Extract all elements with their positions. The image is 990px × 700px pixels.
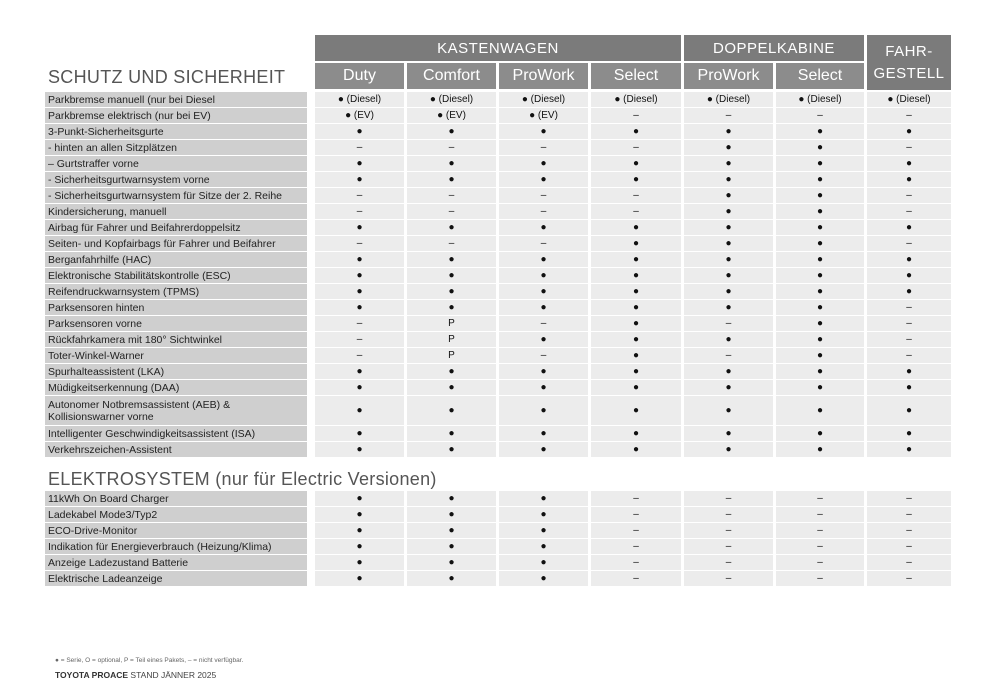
availability-cell: – — [591, 555, 681, 570]
availability-cell: – — [315, 204, 404, 219]
availability-cell: – — [315, 316, 404, 331]
availability-cell: ● — [315, 539, 404, 554]
availability-cell: ● — [776, 188, 864, 203]
feature-label: Reifendruckwarnsystem (TPMS) — [45, 284, 307, 299]
availability-cell: ● — [591, 284, 681, 299]
feature-label: ECO-Drive-Monitor — [45, 523, 307, 538]
availability-cell: ● — [867, 252, 951, 267]
availability-cell: – — [315, 236, 404, 251]
feature-label: Seiten- und Kopfairbags für Fahrer und Beifahrer — [45, 236, 307, 251]
availability-cell: ● (Diesel) — [867, 92, 951, 107]
availability-cell: ● — [776, 220, 864, 235]
table-row — [45, 442, 951, 457]
availability-cell: P — [407, 316, 496, 331]
availability-cell: ● — [315, 124, 404, 139]
legend-footnote: ● = Serie, O = optional, P = Teil eines Pakets, – = nicht verfügbar. — [55, 657, 244, 664]
availability-cell: ● — [499, 332, 588, 347]
availability-cell: ● — [407, 220, 496, 235]
availability-cell: – — [684, 491, 773, 506]
table-row — [45, 204, 951, 219]
availability-cell: ● — [867, 156, 951, 171]
availability-cell: – — [867, 539, 951, 554]
footer-stand: STAND JÄNNER 2025 — [130, 670, 217, 680]
availability-cell: – — [776, 108, 864, 123]
variant-header-duty: Duty — [315, 63, 404, 89]
availability-cell: ● — [776, 252, 864, 267]
availability-cell: ● — [407, 507, 496, 522]
variant-header-select: Select — [591, 63, 681, 89]
availability-cell: ● — [684, 188, 773, 203]
table-row — [45, 380, 951, 395]
section-title-safety: SCHUTZ UND SICHERHEIT — [48, 67, 286, 87]
feature-label: Indikation für Energieverbrauch (Heizung/Klima) — [45, 539, 307, 554]
availability-cell: ● — [867, 284, 951, 299]
availability-cell: – — [591, 571, 681, 586]
availability-cell: ● — [591, 220, 681, 235]
feature-label: - Sicherheitsgurtwarnsystem vorne — [45, 172, 307, 187]
availability-cell: – — [499, 188, 588, 203]
availability-cell: – — [407, 204, 496, 219]
feature-label: Toter-Winkel-Warner — [45, 348, 307, 363]
availability-cell: ● — [407, 426, 496, 441]
availability-cell: – — [499, 236, 588, 251]
availability-cell: ● — [684, 364, 773, 379]
availability-cell: ● — [591, 332, 681, 347]
availability-cell: – — [591, 539, 681, 554]
availability-cell: ● — [407, 380, 496, 395]
availability-cell: ● — [407, 364, 496, 379]
feature-label: Müdigkeitserkennung (DAA) — [45, 380, 307, 395]
table-row — [45, 188, 951, 203]
availability-cell: ● — [776, 236, 864, 251]
availability-cell: ● — [867, 380, 951, 395]
availability-cell: – — [315, 140, 404, 155]
availability-cell: ● — [776, 396, 864, 425]
availability-cell: ● — [315, 555, 404, 570]
availability-cell: ● — [315, 300, 404, 315]
availability-cell: – — [867, 348, 951, 363]
availability-cell: ● — [499, 268, 588, 283]
page-footer — [55, 670, 216, 680]
availability-cell: ● (Diesel) — [315, 92, 404, 107]
availability-cell: ● — [407, 539, 496, 554]
availability-cell: ● — [591, 442, 681, 457]
feature-label: Parkbremse manuell (nur bei Diesel — [45, 92, 307, 107]
availability-cell: ● — [867, 442, 951, 457]
variant-header-dk-select: Select — [776, 63, 864, 89]
table-row — [45, 300, 951, 315]
feature-label: Anzeige Ladezustand Batterie — [45, 555, 307, 570]
availability-cell: ● — [499, 364, 588, 379]
group-header-fahrgestell — [867, 35, 951, 90]
availability-cell: – — [591, 140, 681, 155]
feature-label: Intelligenter Geschwindigkeitsassistent (ISA) — [45, 426, 307, 441]
feature-label: Elektronische Stabilitätskontrolle (ESC) — [45, 268, 307, 283]
feature-label: Parkbremse elektrisch (nur bei EV) — [45, 108, 307, 123]
availability-cell: ● — [315, 571, 404, 586]
availability-cell: ● — [684, 380, 773, 395]
availability-cell: – — [315, 348, 404, 363]
availability-cell: ● — [591, 426, 681, 441]
availability-cell: ● — [591, 236, 681, 251]
availability-cell: ● — [867, 268, 951, 283]
availability-cell: ● — [591, 300, 681, 315]
feature-label: Elektrische Ladeanzeige — [45, 571, 307, 586]
availability-cell: ● — [499, 300, 588, 315]
availability-cell: ● — [407, 284, 496, 299]
variant-header-prowork: ProWork — [499, 63, 588, 89]
feature-label: - hinten an allen Sitzplätzen — [45, 140, 307, 155]
table-row — [45, 284, 951, 299]
availability-cell: – — [684, 571, 773, 586]
availability-cell: ● — [315, 172, 404, 187]
availability-cell: ● — [499, 539, 588, 554]
availability-cell: ● — [776, 442, 864, 457]
table-row — [45, 491, 951, 506]
availability-cell: ● — [315, 156, 404, 171]
table-row — [45, 555, 951, 570]
availability-cell: ● — [684, 396, 773, 425]
availability-cell: ● — [499, 396, 588, 425]
availability-cell: ● — [407, 300, 496, 315]
availability-cell: ● — [684, 140, 773, 155]
availability-cell: – — [315, 332, 404, 347]
availability-cell: ● — [499, 555, 588, 570]
feature-label: Autonomer Notbremsassistent (AEB) & Kollisionswarner vorne — [45, 396, 307, 425]
availability-cell: ● — [867, 172, 951, 187]
availability-cell: ● (Diesel) — [499, 92, 588, 107]
availability-cell: ● — [776, 380, 864, 395]
availability-cell: ● (Diesel) — [407, 92, 496, 107]
availability-cell: ● — [499, 507, 588, 522]
availability-cell: – — [591, 523, 681, 538]
availability-cell: – — [315, 188, 404, 203]
availability-cell: ● — [684, 300, 773, 315]
availability-cell: ● — [315, 442, 404, 457]
availability-cell: ● — [684, 252, 773, 267]
availability-cell: – — [776, 507, 864, 522]
availability-cell: ● — [407, 555, 496, 570]
feature-label: Airbag für Fahrer und Beifahrerdoppelsitz — [45, 220, 307, 235]
availability-cell: – — [499, 348, 588, 363]
availability-cell: ● — [407, 156, 496, 171]
table-row — [45, 348, 951, 363]
feature-label: Parksensoren hinten — [45, 300, 307, 315]
availability-cell: ● — [407, 268, 496, 283]
availability-cell: ● — [499, 571, 588, 586]
availability-cell: ● — [776, 364, 864, 379]
feature-label: Spurhalteassistent (LKA) — [45, 364, 307, 379]
availability-cell: ● — [776, 316, 864, 331]
availability-cell: – — [867, 140, 951, 155]
availability-cell: – — [591, 188, 681, 203]
availability-cell: P — [407, 348, 496, 363]
availability-cell: ● (EV) — [407, 108, 496, 123]
availability-cell: ● — [407, 571, 496, 586]
availability-cell: ● — [684, 236, 773, 251]
availability-cell: ● — [684, 426, 773, 441]
availability-cell: – — [407, 236, 496, 251]
table-row — [45, 172, 951, 187]
availability-cell: ● (EV) — [315, 108, 404, 123]
availability-cell: – — [867, 571, 951, 586]
availability-cell: ● (Diesel) — [776, 92, 864, 107]
availability-cell: – — [591, 108, 681, 123]
availability-cell: ● — [499, 380, 588, 395]
availability-cell: ● — [591, 156, 681, 171]
availability-cell: ● — [684, 268, 773, 283]
availability-cell: ● — [591, 380, 681, 395]
availability-cell: ● (EV) — [499, 108, 588, 123]
availability-cell: ● — [591, 124, 681, 139]
availability-cell: – — [776, 539, 864, 554]
availability-cell: – — [867, 300, 951, 315]
availability-cell: – — [684, 507, 773, 522]
availability-cell: ● — [776, 348, 864, 363]
feature-label: Kindersicherung, manuell — [45, 204, 307, 219]
availability-cell: ● — [684, 172, 773, 187]
table-row — [45, 571, 951, 586]
availability-cell: ● — [499, 491, 588, 506]
feature-label: 3-Punkt-Sicherheitsgurte — [45, 124, 307, 139]
table-row — [45, 220, 951, 235]
availability-cell: ● — [315, 268, 404, 283]
availability-cell: – — [867, 108, 951, 123]
availability-cell: – — [867, 332, 951, 347]
availability-cell: ● — [407, 124, 496, 139]
section-title-electric: ELEKTROSYSTEM (nur für Electric Versionen) — [48, 469, 437, 489]
feature-label: 11kWh On Board Charger — [45, 491, 307, 506]
group-header-doppelkabine: DOPPELKABINE — [684, 35, 864, 61]
table-row — [45, 156, 951, 171]
availability-cell: ● (Diesel) — [591, 92, 681, 107]
availability-cell: – — [499, 316, 588, 331]
availability-cell: ● — [776, 204, 864, 219]
availability-cell: ● — [315, 364, 404, 379]
availability-cell: – — [591, 507, 681, 522]
availability-cell: ● — [867, 124, 951, 139]
availability-cell: ● — [591, 348, 681, 363]
availability-cell: – — [867, 491, 951, 506]
availability-cell: ● — [591, 396, 681, 425]
table-row — [45, 236, 951, 251]
availability-cell: – — [684, 555, 773, 570]
availability-cell: ● — [499, 156, 588, 171]
availability-cell: ● — [684, 332, 773, 347]
availability-cell: ● — [315, 426, 404, 441]
availability-cell: ● — [591, 364, 681, 379]
feature-label: Verkehrszeichen-Assistent — [45, 442, 307, 457]
availability-cell: ● — [776, 332, 864, 347]
table-row — [45, 268, 951, 283]
availability-cell: – — [591, 491, 681, 506]
availability-cell: – — [867, 236, 951, 251]
availability-cell: ● — [867, 396, 951, 425]
availability-cell: P — [407, 332, 496, 347]
availability-cell: ● — [315, 220, 404, 235]
table-row — [45, 539, 951, 554]
availability-cell: – — [867, 316, 951, 331]
availability-cell: ● — [499, 252, 588, 267]
feature-label: Ladekabel Mode3/Typ2 — [45, 507, 307, 522]
availability-cell: – — [499, 204, 588, 219]
availability-cell: ● — [684, 204, 773, 219]
availability-cell: ● — [776, 284, 864, 299]
table-row — [45, 364, 951, 379]
availability-cell: ● — [315, 396, 404, 425]
availability-cell: ● — [684, 124, 773, 139]
table-row — [45, 523, 951, 538]
availability-cell: ● — [684, 156, 773, 171]
table-row — [45, 316, 951, 331]
availability-cell: – — [867, 204, 951, 219]
availability-cell: ● — [776, 426, 864, 441]
availability-cell: – — [684, 316, 773, 331]
availability-cell: – — [867, 523, 951, 538]
availability-cell: ● — [499, 124, 588, 139]
availability-cell: ● — [407, 523, 496, 538]
table-row — [45, 252, 951, 267]
availability-cell: – — [684, 348, 773, 363]
availability-cell: ● (Diesel) — [684, 92, 773, 107]
group-header-kastenwagen: KASTENWAGEN — [315, 35, 681, 61]
availability-cell: ● — [776, 172, 864, 187]
footer-brand: TOYOTA PROACE — [55, 670, 129, 680]
feature-label: Parksensoren vorne — [45, 316, 307, 331]
table-row — [45, 92, 951, 107]
availability-cell: ● — [499, 426, 588, 441]
table-row — [45, 396, 951, 425]
availability-cell: ● — [315, 491, 404, 506]
availability-cell: ● — [499, 220, 588, 235]
availability-cell: – — [776, 571, 864, 586]
variant-header-comfort: Comfort — [407, 63, 496, 89]
availability-cell: ● — [684, 284, 773, 299]
availability-cell: ● — [776, 156, 864, 171]
availability-cell: – — [684, 523, 773, 538]
availability-cell: ● — [407, 252, 496, 267]
availability-cell: – — [867, 188, 951, 203]
fahrgestell-line-2: GESTELL — [873, 64, 945, 82]
availability-cell: – — [776, 555, 864, 570]
availability-cell: ● — [591, 268, 681, 283]
availability-cell: ● — [499, 284, 588, 299]
availability-cell: – — [591, 204, 681, 219]
availability-cell: ● — [776, 124, 864, 139]
feature-label: Rückfahrkamera mit 180° Sichtwinkel — [45, 332, 307, 347]
table-row — [45, 332, 951, 347]
availability-cell: ● — [407, 172, 496, 187]
availability-cell: ● — [407, 442, 496, 457]
table-row — [45, 507, 951, 522]
availability-cell: ● — [776, 268, 864, 283]
availability-cell: ● — [499, 523, 588, 538]
availability-cell: ● — [315, 380, 404, 395]
availability-cell: ● — [684, 442, 773, 457]
availability-cell: ● — [776, 300, 864, 315]
availability-cell: ● — [591, 252, 681, 267]
availability-cell: ● — [867, 364, 951, 379]
fahrgestell-line-1: FAHR- — [885, 42, 933, 60]
availability-cell: – — [407, 140, 496, 155]
availability-cell: ● — [776, 140, 864, 155]
variant-header-dk-prowork: ProWork — [684, 63, 773, 89]
availability-cell: ● — [591, 316, 681, 331]
availability-cell: ● — [867, 220, 951, 235]
availability-cell: ● — [315, 523, 404, 538]
table-row — [45, 140, 951, 155]
availability-cell: ● — [591, 172, 681, 187]
availability-cell: ● — [499, 442, 588, 457]
table-row — [45, 108, 951, 123]
availability-cell: – — [684, 108, 773, 123]
availability-cell: – — [776, 523, 864, 538]
feature-label: – Gurtstraffer vorne — [45, 156, 307, 171]
availability-cell: – — [684, 539, 773, 554]
availability-cell: ● — [315, 252, 404, 267]
availability-cell: ● — [315, 507, 404, 522]
availability-cell: ● — [407, 491, 496, 506]
availability-cell: – — [867, 555, 951, 570]
availability-cell: ● — [315, 284, 404, 299]
availability-cell: – — [407, 188, 496, 203]
availability-cell: – — [867, 507, 951, 522]
feature-label: Berganfahrhilfe (HAC) — [45, 252, 307, 267]
table-row — [45, 124, 951, 139]
table-row — [45, 426, 951, 441]
availability-cell: ● — [867, 426, 951, 441]
availability-cell: ● — [407, 396, 496, 425]
availability-cell: ● — [499, 172, 588, 187]
feature-label: - Sicherheitsgurtwarnsystem für Sitze der 2. Reihe — [45, 188, 307, 203]
availability-cell: – — [499, 140, 588, 155]
availability-cell: ● — [684, 220, 773, 235]
availability-cell: – — [776, 491, 864, 506]
